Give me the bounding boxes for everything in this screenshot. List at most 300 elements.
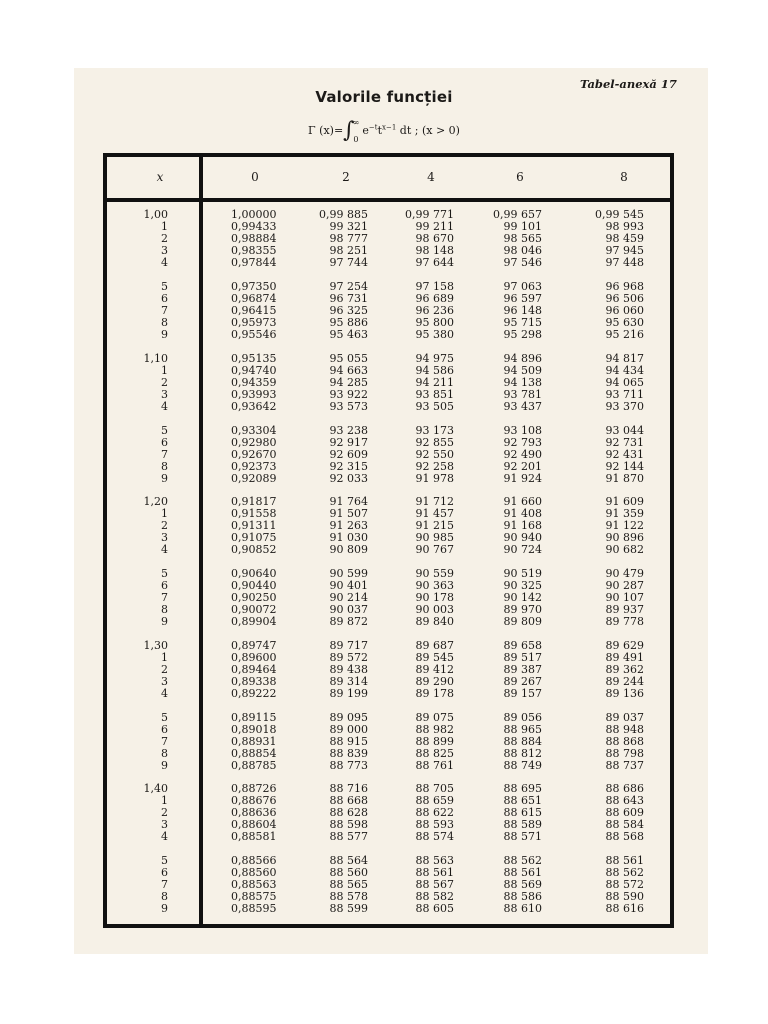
gamma-value: 90 003 bbox=[415, 603, 454, 617]
gamma-value: 94 975 bbox=[415, 352, 454, 365]
gamma-value: 89 157 bbox=[503, 687, 542, 701]
x-value: 2 bbox=[161, 806, 168, 820]
gamma-value: 88 610 bbox=[503, 902, 542, 916]
integral-upper-limit: ∞ bbox=[352, 118, 360, 127]
gamma-value: 0,88676 bbox=[231, 794, 277, 808]
x-value: 1 bbox=[161, 651, 168, 665]
gamma-value: 91 712 bbox=[415, 495, 454, 508]
gamma-value: 90 287 bbox=[605, 579, 644, 593]
gamma-value: 90 767 bbox=[415, 543, 454, 557]
row-group bbox=[0, 281, 768, 341]
gamma-value: 94 586 bbox=[415, 364, 454, 378]
gamma-value: 94 285 bbox=[329, 376, 368, 390]
x-value: 7 bbox=[161, 878, 168, 892]
gamma-value: 0,98355 bbox=[231, 244, 277, 258]
table-row bbox=[0, 652, 768, 664]
gamma-value: 0,99 771 bbox=[405, 208, 454, 221]
gamma-value: 88 561 bbox=[415, 866, 454, 880]
x-value: 4 bbox=[161, 543, 168, 557]
x-value: 1 bbox=[161, 220, 168, 234]
x-value: 8 bbox=[161, 747, 168, 761]
gamma-value: 96 060 bbox=[605, 304, 644, 318]
gamma-value: 0,88581 bbox=[231, 830, 277, 844]
table-row bbox=[0, 293, 768, 305]
table-row bbox=[0, 389, 768, 401]
gamma-value: 88 582 bbox=[415, 890, 454, 904]
page-title: Valorile funcției bbox=[315, 88, 453, 106]
x-value: 1,00 bbox=[143, 208, 168, 221]
gamma-value: 0,88604 bbox=[231, 818, 277, 832]
row-group bbox=[0, 353, 768, 413]
gamma-value: 91 507 bbox=[329, 507, 368, 521]
row-group bbox=[0, 783, 768, 843]
gamma-value: 93 108 bbox=[503, 424, 542, 437]
table-row bbox=[0, 281, 768, 293]
table-row bbox=[0, 437, 768, 449]
gamma-value: 88 825 bbox=[415, 747, 454, 761]
x-value: 6 bbox=[161, 292, 168, 306]
gamma-value: 92 144 bbox=[605, 460, 644, 474]
gamma-value: 90 940 bbox=[503, 531, 542, 545]
gamma-value: 89 267 bbox=[503, 675, 542, 689]
gamma-value: 88 659 bbox=[415, 794, 454, 808]
gamma-value: 0,88726 bbox=[231, 782, 277, 795]
gamma-value: 94 509 bbox=[503, 364, 542, 378]
gamma-value: 89 572 bbox=[329, 651, 368, 665]
gamma-value: 91 660 bbox=[503, 495, 542, 508]
gamma-value: 88 564 bbox=[329, 854, 368, 867]
x-value: 6 bbox=[161, 866, 168, 880]
gamma-value: 89 658 bbox=[503, 639, 542, 652]
gamma-value: 0,89222 bbox=[231, 687, 277, 701]
gamma-value: 88 749 bbox=[503, 759, 542, 773]
gamma-value: 0,91075 bbox=[231, 531, 277, 545]
gamma-value: 90 401 bbox=[329, 579, 368, 593]
gamma-value: 98 251 bbox=[329, 244, 368, 258]
gamma-value: 92 609 bbox=[329, 448, 368, 462]
table-row bbox=[0, 867, 768, 879]
table-row bbox=[0, 544, 768, 556]
gamma-value: 0,98884 bbox=[231, 232, 277, 246]
gamma-value: 91 168 bbox=[503, 519, 542, 533]
gamma-value: 93 044 bbox=[605, 424, 644, 437]
gamma-value: 88 571 bbox=[503, 830, 542, 844]
gamma-value: 89 037 bbox=[605, 711, 644, 724]
gamma-value: 88 569 bbox=[503, 878, 542, 892]
gamma-formula bbox=[0, 118, 768, 144]
gamma-value: 93 573 bbox=[329, 400, 368, 414]
gamma-value: 95 463 bbox=[329, 328, 368, 342]
gamma-value: 0,94359 bbox=[231, 376, 277, 390]
table-row bbox=[0, 807, 768, 819]
row-group bbox=[0, 425, 768, 485]
gamma-value: 88 605 bbox=[415, 902, 454, 916]
gamma-value: 88 982 bbox=[415, 723, 454, 737]
gamma-value: 92 431 bbox=[605, 448, 644, 462]
gamma-value: 90 363 bbox=[415, 579, 454, 593]
table-row bbox=[0, 748, 768, 760]
gamma-value: 92 315 bbox=[329, 460, 368, 474]
gamma-value: 91 122 bbox=[605, 519, 644, 533]
x-value: 8 bbox=[161, 890, 168, 904]
table-row bbox=[0, 209, 768, 221]
x-value: 3 bbox=[161, 818, 168, 832]
gamma-value: 0,97350 bbox=[231, 280, 277, 293]
gamma-value: 1,00000 bbox=[231, 208, 277, 221]
x-value: 7 bbox=[161, 591, 168, 605]
gamma-value: 93 437 bbox=[503, 400, 542, 414]
gamma-value: 88 737 bbox=[605, 759, 644, 773]
table-row bbox=[0, 879, 768, 891]
table-row bbox=[0, 365, 768, 377]
gamma-value: 94 663 bbox=[329, 364, 368, 378]
gamma-value: 93 851 bbox=[415, 388, 454, 402]
gamma-value: 90 896 bbox=[605, 531, 644, 545]
column-header-8: 8 bbox=[620, 170, 628, 184]
column-header-4: 4 bbox=[427, 170, 435, 184]
table-row bbox=[0, 616, 768, 628]
gamma-value: 88 948 bbox=[605, 723, 644, 737]
gamma-value: 89 687 bbox=[415, 639, 454, 652]
gamma-value: 0,89464 bbox=[231, 663, 277, 677]
gamma-value: 90 214 bbox=[329, 591, 368, 605]
x-value: 5 bbox=[161, 280, 168, 293]
gamma-value: 0,89018 bbox=[231, 723, 277, 737]
gamma-value: 88 773 bbox=[329, 759, 368, 773]
gamma-value: 92 550 bbox=[415, 448, 454, 462]
gamma-value: 88 565 bbox=[329, 878, 368, 892]
gamma-value: 89 778 bbox=[605, 615, 644, 629]
gamma-value: 88 686 bbox=[605, 782, 644, 795]
gamma-value: 91 870 bbox=[605, 472, 644, 486]
gamma-value: 89 970 bbox=[503, 603, 542, 617]
gamma-value: 95 216 bbox=[605, 328, 644, 342]
table-row bbox=[0, 688, 768, 700]
gamma-value: 88 562 bbox=[503, 854, 542, 867]
gamma-value: 0,99 885 bbox=[319, 208, 368, 221]
gamma-value: 89 000 bbox=[329, 723, 368, 737]
gamma-value: 88 562 bbox=[605, 866, 644, 880]
table-row bbox=[0, 305, 768, 317]
x-value: 5 bbox=[161, 567, 168, 580]
gamma-value: 91 408 bbox=[503, 507, 542, 521]
x-value: 1,10 bbox=[143, 352, 168, 365]
gamma-value: 88 567 bbox=[415, 878, 454, 892]
gamma-value: 88 616 bbox=[605, 902, 644, 916]
gamma-value: 88 716 bbox=[329, 782, 368, 795]
gamma-value: 0,89904 bbox=[231, 615, 277, 629]
x-value: 5 bbox=[161, 424, 168, 437]
table-row bbox=[0, 401, 768, 413]
gamma-value: 90 985 bbox=[415, 531, 454, 545]
gamma-value: 88 668 bbox=[329, 794, 368, 808]
x-value: 2 bbox=[161, 376, 168, 390]
x-value: 6 bbox=[161, 579, 168, 593]
table-row bbox=[0, 640, 768, 652]
x-value: 6 bbox=[161, 436, 168, 450]
gamma-value: 90 599 bbox=[329, 567, 368, 580]
gamma-value: 93 922 bbox=[329, 388, 368, 402]
gamma-value: 90 325 bbox=[503, 579, 542, 593]
x-value: 1 bbox=[161, 507, 168, 521]
gamma-value: 97 254 bbox=[329, 280, 368, 293]
gamma-value: 89 717 bbox=[329, 639, 368, 652]
gamma-value: 88 568 bbox=[605, 830, 644, 844]
gamma-value: 88 695 bbox=[503, 782, 542, 795]
gamma-value: 90 037 bbox=[329, 603, 368, 617]
column-header-2: 2 bbox=[342, 170, 350, 184]
gamma-value: 89 095 bbox=[329, 711, 368, 724]
gamma-value: 88 884 bbox=[503, 735, 542, 749]
formula-rest: dt ; (x > 0) bbox=[396, 124, 460, 137]
gamma-value: 99 321 bbox=[329, 220, 368, 234]
gamma-value: 91 457 bbox=[415, 507, 454, 521]
x-value: 4 bbox=[161, 400, 168, 414]
gamma-value: 91 215 bbox=[415, 519, 454, 533]
gamma-value: 93 781 bbox=[503, 388, 542, 402]
table-row bbox=[0, 353, 768, 365]
gamma-value: 0,96874 bbox=[231, 292, 277, 306]
x-value: 8 bbox=[161, 603, 168, 617]
column-header-x: x bbox=[156, 170, 164, 184]
x-value: 5 bbox=[161, 854, 168, 867]
table-row bbox=[0, 520, 768, 532]
table-row bbox=[0, 329, 768, 341]
gamma-value: 92 793 bbox=[503, 436, 542, 450]
gamma-value: 0,97844 bbox=[231, 256, 277, 270]
gamma-value: 88 589 bbox=[503, 818, 542, 832]
gamma-value: 0,95546 bbox=[231, 328, 277, 342]
table-row bbox=[0, 891, 768, 903]
gamma-value: 99 211 bbox=[415, 220, 454, 234]
gamma-value: 88 915 bbox=[329, 735, 368, 749]
x-value: 1,30 bbox=[143, 639, 168, 652]
x-value: 6 bbox=[161, 723, 168, 737]
gamma-value: 88 622 bbox=[415, 806, 454, 820]
gamma-value: 88 598 bbox=[329, 818, 368, 832]
row-group bbox=[0, 568, 768, 628]
gamma-value: 88 586 bbox=[503, 890, 542, 904]
column-header-0: 0 bbox=[251, 170, 259, 184]
table-row bbox=[0, 508, 768, 520]
gamma-value: 92 490 bbox=[503, 448, 542, 462]
gamma-value: 89 491 bbox=[605, 651, 644, 665]
table-annex-label: Tabel-anexă 17 bbox=[580, 77, 677, 91]
table-row bbox=[0, 377, 768, 389]
gamma-value: 88 868 bbox=[605, 735, 644, 749]
gamma-value: 99 101 bbox=[503, 220, 542, 234]
gamma-value: 97 644 bbox=[415, 256, 454, 270]
gamma-value: 91 978 bbox=[415, 472, 454, 486]
gamma-value: 88 812 bbox=[503, 747, 542, 761]
x-value: 1 bbox=[161, 794, 168, 808]
gamma-value: 0,88575 bbox=[231, 890, 277, 904]
gamma-value: 0,95973 bbox=[231, 316, 277, 330]
x-value: 9 bbox=[161, 328, 168, 342]
gamma-value: 88 839 bbox=[329, 747, 368, 761]
integral-lower-limit: 0 bbox=[353, 135, 359, 144]
gamma-value: 98 459 bbox=[605, 232, 644, 246]
gamma-value: 91 359 bbox=[605, 507, 644, 521]
gamma-value: 0,93304 bbox=[231, 424, 277, 437]
x-value: 4 bbox=[161, 256, 168, 270]
gamma-value: 89 199 bbox=[329, 687, 368, 701]
gamma-value: 93 370 bbox=[605, 400, 644, 414]
gamma-value: 94 817 bbox=[605, 352, 644, 365]
gamma-value: 88 798 bbox=[605, 747, 644, 761]
gamma-value: 0,95135 bbox=[231, 352, 277, 365]
gamma-value: 88 599 bbox=[329, 902, 368, 916]
gamma-value: 0,92670 bbox=[231, 448, 277, 462]
gamma-value: 0,89115 bbox=[231, 711, 277, 724]
gamma-value: 95 800 bbox=[415, 316, 454, 330]
table-row bbox=[0, 425, 768, 437]
formula-lhs: Γ (x)= bbox=[308, 124, 344, 137]
gamma-value: 0,89338 bbox=[231, 675, 277, 689]
gamma-value: 95 630 bbox=[605, 316, 644, 330]
gamma-value: 90 809 bbox=[329, 543, 368, 557]
gamma-value: 90 559 bbox=[415, 567, 454, 580]
gamma-value: 98 670 bbox=[415, 232, 454, 246]
gamma-value: 92 855 bbox=[415, 436, 454, 450]
row-group bbox=[0, 496, 768, 556]
gamma-value: 89 136 bbox=[605, 687, 644, 701]
gamma-value: 96 597 bbox=[503, 292, 542, 306]
gamma-value: 95 055 bbox=[329, 352, 368, 365]
gamma-value: 98 993 bbox=[605, 220, 644, 234]
gamma-value: 90 142 bbox=[503, 591, 542, 605]
formula-exp2: x−1 bbox=[382, 123, 397, 132]
gamma-value: 91 263 bbox=[329, 519, 368, 533]
gamma-value: 95 380 bbox=[415, 328, 454, 342]
gamma-value: 96 968 bbox=[605, 280, 644, 293]
gamma-value: 90 519 bbox=[503, 567, 542, 580]
x-value: 1,20 bbox=[143, 495, 168, 508]
gamma-value: 97 744 bbox=[329, 256, 368, 270]
gamma-value: 0,88636 bbox=[231, 806, 277, 820]
gamma-value: 95 298 bbox=[503, 328, 542, 342]
x-value: 9 bbox=[161, 759, 168, 773]
gamma-value: 88 563 bbox=[415, 854, 454, 867]
x-value: 7 bbox=[161, 448, 168, 462]
gamma-value: 96 689 bbox=[415, 292, 454, 306]
gamma-value: 0,99 545 bbox=[595, 208, 644, 221]
gamma-value: 93 505 bbox=[415, 400, 454, 414]
gamma-value: 89 412 bbox=[415, 663, 454, 677]
table-row bbox=[0, 819, 768, 831]
gamma-value: 90 479 bbox=[605, 567, 644, 580]
x-value: 4 bbox=[161, 830, 168, 844]
gamma-value: 88 593 bbox=[415, 818, 454, 832]
gamma-value: 94 065 bbox=[605, 376, 644, 390]
table-row bbox=[0, 580, 768, 592]
gamma-value: 0,90640 bbox=[231, 567, 277, 580]
gamma-value: 88 584 bbox=[605, 818, 644, 832]
x-value: 9 bbox=[161, 902, 168, 916]
table-row bbox=[0, 795, 768, 807]
gamma-value: 0,92980 bbox=[231, 436, 277, 450]
gamma-value: 90 107 bbox=[605, 591, 644, 605]
gamma-value: 0,90440 bbox=[231, 579, 277, 593]
gamma-value: 88 965 bbox=[503, 723, 542, 737]
gamma-value: 98 777 bbox=[329, 232, 368, 246]
x-value: 4 bbox=[161, 687, 168, 701]
gamma-value: 88 577 bbox=[329, 830, 368, 844]
gamma-value: 98 046 bbox=[503, 244, 542, 258]
table-row bbox=[0, 245, 768, 257]
gamma-value: 0,88931 bbox=[231, 735, 277, 749]
gamma-value: 88 561 bbox=[503, 866, 542, 880]
table-row bbox=[0, 664, 768, 676]
gamma-value: 91 030 bbox=[329, 531, 368, 545]
gamma-value: 93 238 bbox=[329, 424, 368, 437]
gamma-value: 0,90250 bbox=[231, 591, 277, 605]
gamma-value: 0,96415 bbox=[231, 304, 277, 318]
gamma-value: 0,91558 bbox=[231, 507, 277, 521]
x-value: 7 bbox=[161, 304, 168, 318]
gamma-value: 88 572 bbox=[605, 878, 644, 892]
gamma-value: 0,90072 bbox=[231, 603, 277, 617]
gamma-value: 89 545 bbox=[415, 651, 454, 665]
gamma-value: 90 724 bbox=[503, 543, 542, 557]
gamma-value: 88 574 bbox=[415, 830, 454, 844]
gamma-value: 97 546 bbox=[503, 256, 542, 270]
gamma-value: 0,89747 bbox=[231, 639, 277, 652]
table-row bbox=[0, 496, 768, 508]
column-header-6: 6 bbox=[516, 170, 524, 184]
gamma-value: 89 629 bbox=[605, 639, 644, 652]
gamma-value: 92 033 bbox=[329, 472, 368, 486]
x-value: 3 bbox=[161, 531, 168, 545]
gamma-value: 88 609 bbox=[605, 806, 644, 820]
table-row bbox=[0, 783, 768, 795]
gamma-value: 88 899 bbox=[415, 735, 454, 749]
gamma-value: 94 434 bbox=[605, 364, 644, 378]
table-row bbox=[0, 449, 768, 461]
gamma-value: 0,90852 bbox=[231, 543, 277, 557]
table-row bbox=[0, 568, 768, 580]
table-row bbox=[0, 532, 768, 544]
gamma-value: 88 628 bbox=[329, 806, 368, 820]
gamma-value: 0,93642 bbox=[231, 400, 277, 414]
x-value: 2 bbox=[161, 663, 168, 677]
gamma-value: 0,99 657 bbox=[493, 208, 542, 221]
gamma-value: 97 448 bbox=[605, 256, 644, 270]
formula-e: e bbox=[362, 124, 369, 137]
x-value: 7 bbox=[161, 735, 168, 749]
gamma-value: 88 761 bbox=[415, 759, 454, 773]
table-row bbox=[0, 221, 768, 233]
table-row bbox=[0, 831, 768, 843]
table-row bbox=[0, 712, 768, 724]
gamma-value: 88 643 bbox=[605, 794, 644, 808]
header-rule bbox=[103, 198, 674, 202]
gamma-value: 89 178 bbox=[415, 687, 454, 701]
gamma-value: 89 244 bbox=[605, 675, 644, 689]
gamma-value: 97 063 bbox=[503, 280, 542, 293]
row-group bbox=[0, 855, 768, 915]
gamma-value: 88 578 bbox=[329, 890, 368, 904]
gamma-value: 89 314 bbox=[329, 675, 368, 689]
gamma-value: 95 886 bbox=[329, 316, 368, 330]
gamma-value: 88 560 bbox=[329, 866, 368, 880]
gamma-value: 88 561 bbox=[605, 854, 644, 867]
row-group bbox=[0, 209, 768, 269]
table-row bbox=[0, 473, 768, 485]
x-value: 2 bbox=[161, 519, 168, 533]
table-row bbox=[0, 461, 768, 473]
table-row bbox=[0, 736, 768, 748]
